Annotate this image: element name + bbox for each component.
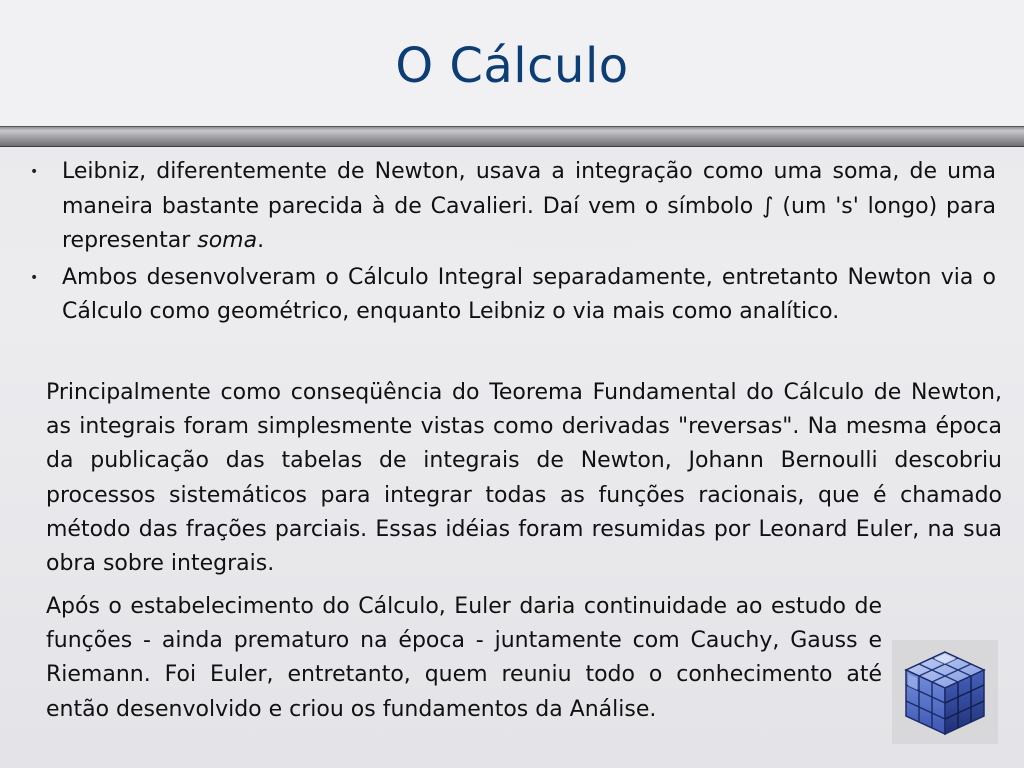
paragraph-euler: Após o estabelecimento do Cálculo, Euler daria continuidade ao estudo de funções - ainda prematuro na época - juntamente com Cauchy, Gauss e Riemann. Foi Euler, entretanto, quem reuniu todo o conhecimento até então desenvolvido e criou os fundamentos da Análise. <box>46 594 882 722</box>
title-area <box>0 0 1024 126</box>
bullet-list <box>28 155 996 332</box>
bullet-text: Ambos desenvolveram o Cálculo Integral separadamente, entretanto Newton via o Cálculo como geométrico, enquanto Leibniz o via mais como analítico. <box>62 264 996 324</box>
bullet-item <box>28 155 996 259</box>
bullet-dot-icon: • <box>30 164 39 180</box>
bullet-text-end: . <box>257 228 265 253</box>
bullet-emphasis: soma <box>197 228 258 253</box>
paragraph-integrals: Principalmente como conseqüência do Teorema Fundamental do Cálculo de Newton, as integrais foram simplesmente vistas como derivadas "reversas". Na mesma época da publicação das tabelas de integrais de Newton, Johann Bernoulli descobriu processos sistemáticos para integrar todas as funções racionais, que é chamado método das frações parciais. Essas idéias foram resumidas por Leonard Euler, na sua obra sobre integrais. <box>46 380 1002 577</box>
bullet-text: Leibniz, diferentemente de Newton, usava a integração como uma soma, de uma maneira bastante parecida à de Cavalieri. Daí vem o símbolo ∫ (um 's' longo) para representar <box>62 159 996 253</box>
bullet-dot-icon: • <box>30 269 39 286</box>
bullet-item <box>28 261 996 330</box>
cube-image <box>892 640 998 744</box>
slide-title: O Cálculo <box>395 38 629 94</box>
cube-icon <box>892 640 998 744</box>
title-divider <box>0 126 1024 147</box>
